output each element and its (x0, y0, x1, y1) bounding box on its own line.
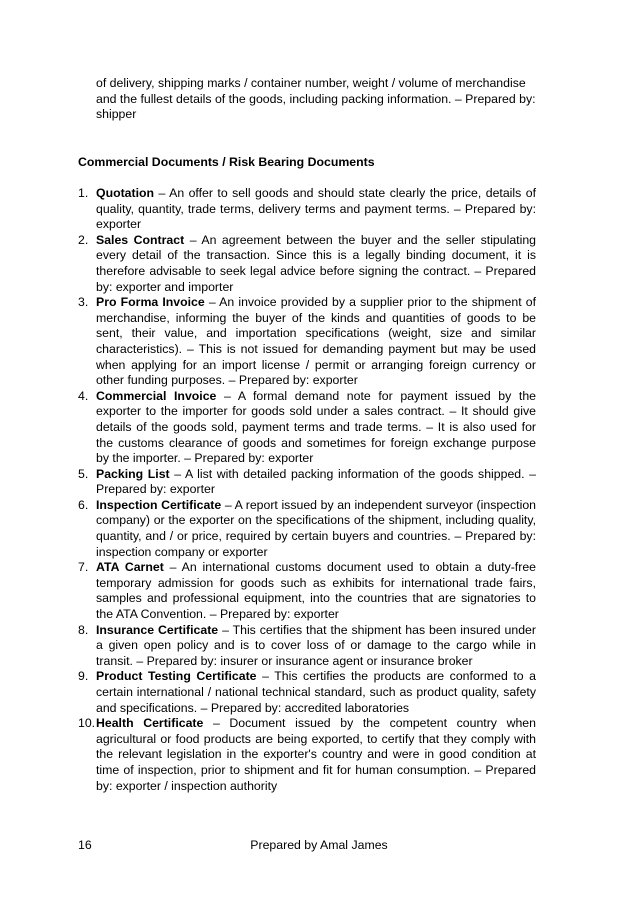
item-term: Pro Forma Invoice (96, 295, 205, 310)
list-item (78, 186, 536, 233)
list-item (78, 560, 536, 622)
item-number: 2. (78, 232, 89, 247)
section-heading: Commercial Documents / Risk Bearing Documents (78, 155, 375, 169)
list-item (78, 498, 536, 560)
item-description: – Document issued by the competent country when agricultural or food products are being exported, to certify that they comply with the relevant legislation in the exporter's country and were in good condition at time of inspection, prior to shipment and fit for human consumption. – Prepared by: exporter / inspection authority (96, 716, 536, 793)
item-term: Packing List (96, 466, 170, 481)
list-item (78, 295, 536, 389)
document-list (78, 186, 536, 794)
item-number: 7. (78, 560, 89, 575)
item-term: ATA Carnet (96, 560, 164, 575)
item-description: – A list with detailed packing information of the goods shipped. – Prepared by: exporter (96, 466, 537, 497)
list-item (78, 716, 536, 794)
item-number: 6. (78, 497, 89, 512)
list-item (78, 467, 536, 498)
item-term: Insurance Certificate (96, 622, 219, 637)
list-item (78, 623, 536, 670)
item-number: 1. (78, 186, 89, 200)
item-term: Health Certificate (96, 716, 204, 731)
item-term: Commercial Invoice (96, 388, 217, 403)
item-description: – This certifies the products are conformed to a certain international / national technical standard, such as product quality, safety and specifications. – Prepared by: accredited laboratories (96, 669, 536, 715)
item-description: – A formal demand note for payment issued by the exporter to the importer for goods sold under a sales contract. – It should give details of the goods sold, payment terms and trade terms. – It is also used for the customs clearance of goods and sometimes for foreign exchange purpose by the importer. – Prepared by: exporter (96, 388, 537, 466)
item-term: Sales Contract (96, 232, 185, 247)
item-number: 9. (78, 669, 89, 684)
item-term: Quotation (96, 186, 155, 200)
item-number: 5. (78, 466, 89, 481)
item-description: – An offer to sell goods and should state clearly the price, details of quality, quantity, trade terms, delivery terms and payment terms. – Prepared by: exporter (96, 186, 536, 232)
item-term: Inspection Certificate (96, 497, 222, 512)
item-description: – This certifies that the shipment has been insured under a given open policy and is to cover loss of or damage to the cargo while in transit. – Prepared by: insurer or insurance agent or insurance broker (96, 622, 536, 668)
list-item (78, 669, 536, 716)
item-number: 10. (78, 716, 96, 731)
list-item (78, 233, 536, 295)
item-description: – An agreement between the buyer and the seller stipulating every detail of the transaction. Since this is a legally binding document, it is therefore advisable to seek legal advice before signing the contract. – Prepared by: exporter and importer (96, 232, 536, 294)
footer-author: Prepared by Amal James (250, 838, 388, 852)
page-number: 16 (78, 838, 92, 852)
item-description: – A report issued by an independent surveyor (inspection company) or the exporter on the specifications of the shipment, including quality, quantity, and / or price, required by certain buyers and countries. – Prepared by: inspection company or exporter (96, 497, 536, 559)
item-description: – An invoice provided by a supplier prior to the shipment of merchandise, informing the buyer of the kinds and quantities of goods to be sent, their value, and importation specifications (weight, size and similar characteristics). – This is not issued for demanding payment but may be used when applying for an import license / permit or arranging foreign currency or other funding purposes. – Prepared by: exporter (96, 295, 536, 388)
intro-paragraph: of delivery, shipping marks / container number, weight / volume of merchandise and the fullest details of the goods, including packing information. – Prepared by: shipper (96, 76, 536, 122)
item-number: 8. (78, 622, 89, 637)
item-term: Product Testing Certificate (96, 669, 257, 684)
item-description: – An international customs document used to obtain a duty-free temporary admission for goods such as exhibits for international trade fairs, samples and professional equipment, into the countries that are signatories to the ATA Convention. – Prepared by: exporter (96, 560, 536, 622)
item-number: 4. (78, 388, 89, 403)
list-item (78, 389, 536, 467)
item-number: 3. (78, 295, 89, 310)
